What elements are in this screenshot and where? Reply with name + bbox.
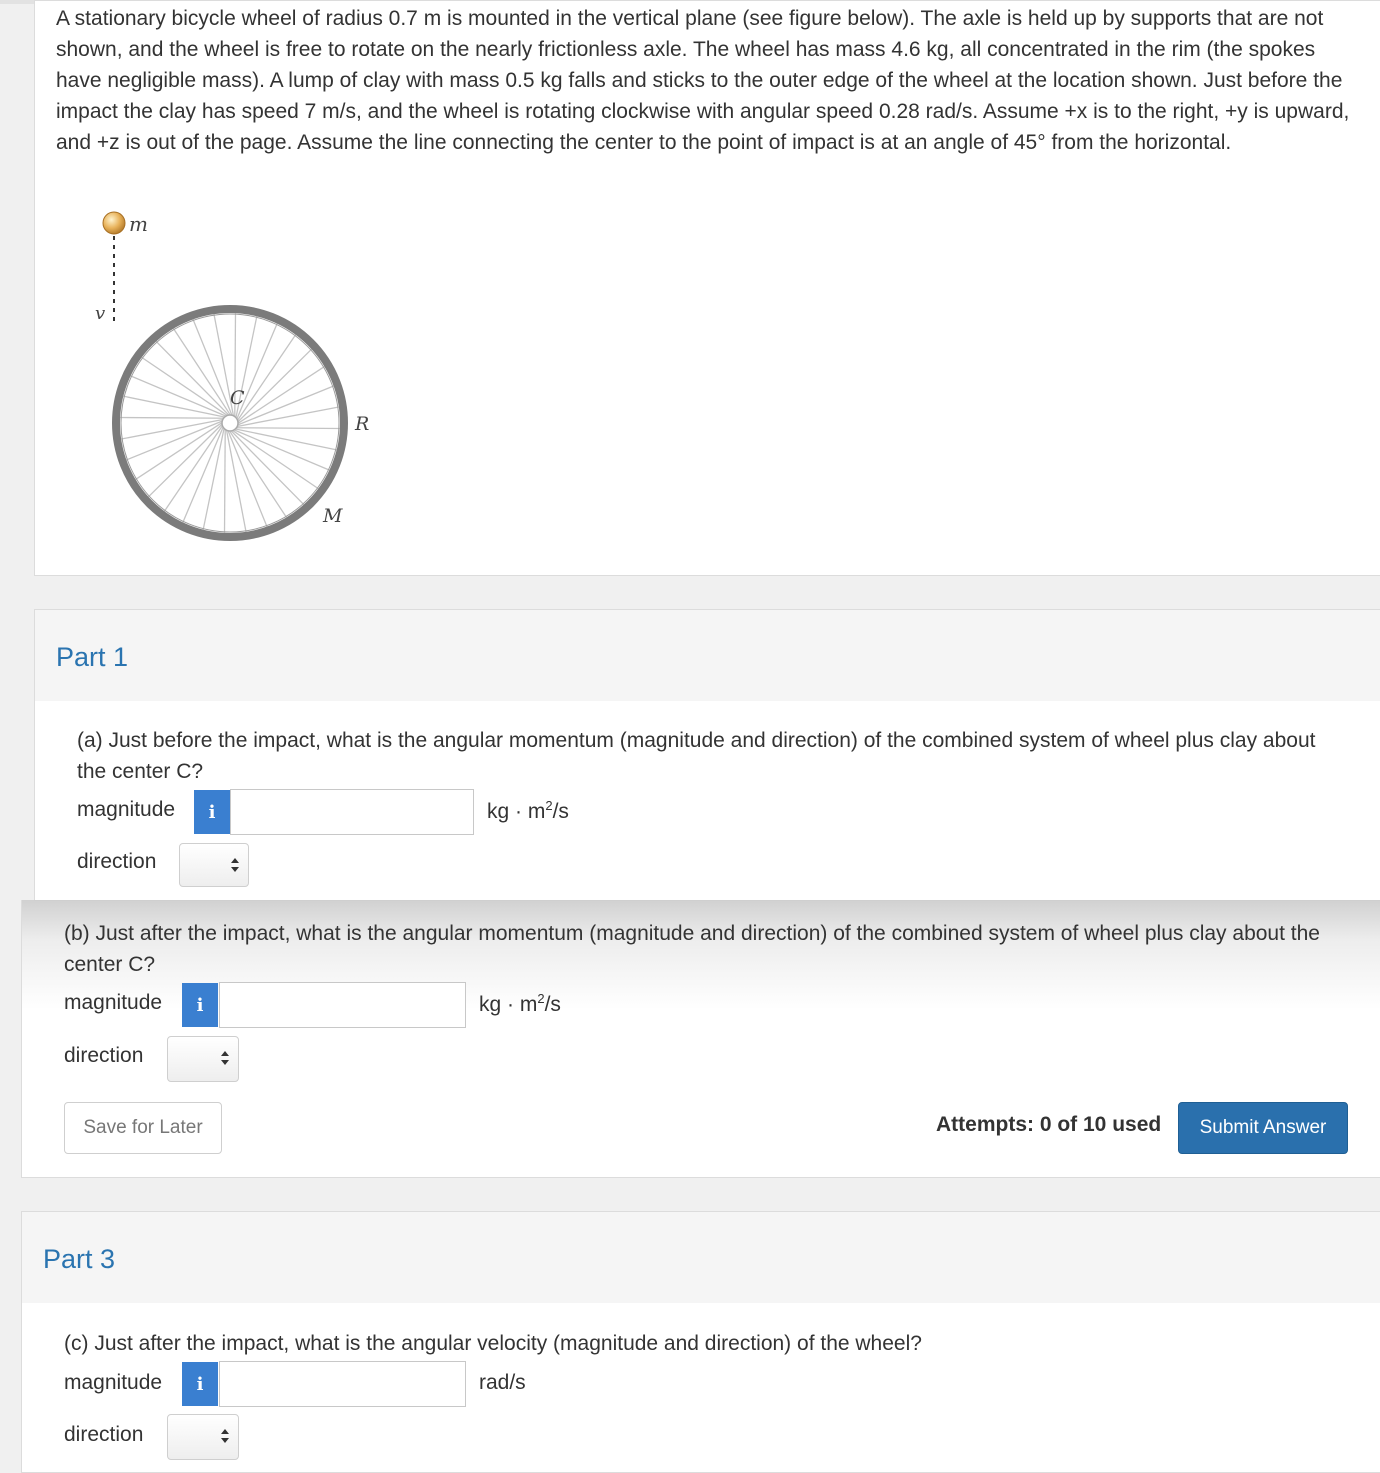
magnitude-input-c[interactable] bbox=[219, 1361, 466, 1407]
label-v: v bbox=[95, 303, 106, 324]
submit-answer-button[interactable]: Submit Answer bbox=[1178, 1102, 1348, 1154]
spoke bbox=[225, 425, 226, 533]
select-arrows-icon bbox=[230, 855, 240, 875]
question-a: (a) Just before the impact, what is the angular momentum (magnitude and direction) of the combined system of wheel plus clay about the center C? bbox=[77, 729, 1316, 783]
label-M: M bbox=[323, 505, 343, 527]
spoke bbox=[227, 427, 287, 517]
spoke bbox=[131, 376, 231, 418]
spoke bbox=[234, 367, 324, 427]
hub bbox=[222, 415, 238, 431]
spoke bbox=[120, 418, 228, 419]
unit-b: kg · $m^2/s$ bbox=[479, 991, 561, 1016]
label-m: m bbox=[129, 212, 148, 236]
magnitude-input-b[interactable] bbox=[219, 982, 466, 1028]
spoke bbox=[232, 428, 340, 429]
magnitude-input-a[interactable] bbox=[230, 789, 474, 835]
bicycle-wheel bbox=[116, 309, 344, 537]
part3-title: Part 3 bbox=[43, 1244, 116, 1274]
label-c: C bbox=[230, 387, 245, 409]
spoke bbox=[174, 329, 234, 419]
select-arrows-icon bbox=[220, 1426, 230, 1446]
clay-ball-icon bbox=[103, 212, 125, 234]
spoke bbox=[136, 420, 226, 480]
direction-label-a: direction bbox=[77, 850, 157, 873]
direction-label-c: direction bbox=[64, 1423, 144, 1446]
unit-c: rad/s bbox=[479, 1371, 526, 1394]
spoke bbox=[230, 428, 330, 470]
attempts-counter: Attempts: 0 of 10 used bbox=[936, 1113, 1162, 1136]
info-icon[interactable]: i bbox=[194, 790, 230, 834]
spoke bbox=[183, 423, 225, 523]
info-icon[interactable]: i bbox=[182, 1362, 218, 1406]
direction-label-b: direction bbox=[64, 1044, 144, 1067]
magnitude-label-a: magnitude bbox=[77, 798, 176, 821]
magnitude-label-b: magnitude bbox=[64, 991, 163, 1014]
wheel-figure bbox=[73, 206, 373, 551]
magnitude-label-c: magnitude bbox=[64, 1371, 163, 1394]
problem-statement: A stationary bicycle wheel of radius 0.7 m is mounted in the vertical plane (see figure below). The axle is held up by supports that are not shown, and the wheel is free to rotate on the nearly frictionless axle. The wheel has mass 4.6 kg, all concentrated in the rim (the spokes have negligible mass). A lump of clay with mass 0.5 kg falls and sticks to the outer edge of the wheel at the location shown. Just before the impact the clay has speed 7 m/s, and the wheel is rotating clockwise with angular speed 0.28 rad/s. Assume +x is to the right, +y is upward, and +z is out of the page. Assume the line connecting the center to the point of impact is at an angle of 45° from the horizontal. bbox=[56, 7, 1350, 154]
part1-title: Part 1 bbox=[56, 642, 129, 672]
part3-header bbox=[21, 1211, 1380, 1304]
direction-select-b[interactable] bbox=[167, 1036, 239, 1082]
direction-select-a[interactable] bbox=[179, 843, 249, 887]
info-icon[interactable]: i bbox=[182, 983, 218, 1027]
part1-header bbox=[34, 609, 1380, 702]
label-r: R bbox=[355, 413, 370, 435]
problem-card bbox=[34, 0, 1380, 576]
question-c: (c) Just after the impact, what is the angular velocity (magnitude and direction) of the wheel? bbox=[64, 1332, 922, 1355]
select-arrows-icon bbox=[220, 1048, 230, 1068]
save-for-later-button[interactable]: Save for Later bbox=[64, 1102, 222, 1154]
direction-select-c[interactable] bbox=[167, 1414, 239, 1460]
unit-a: kg · $m^2/s$ bbox=[487, 798, 569, 823]
question-b: (b) Just after the impact, what is the angular momentum (magnitude and direction) of the combined system of wheel plus clay about the center C? bbox=[64, 922, 1320, 976]
